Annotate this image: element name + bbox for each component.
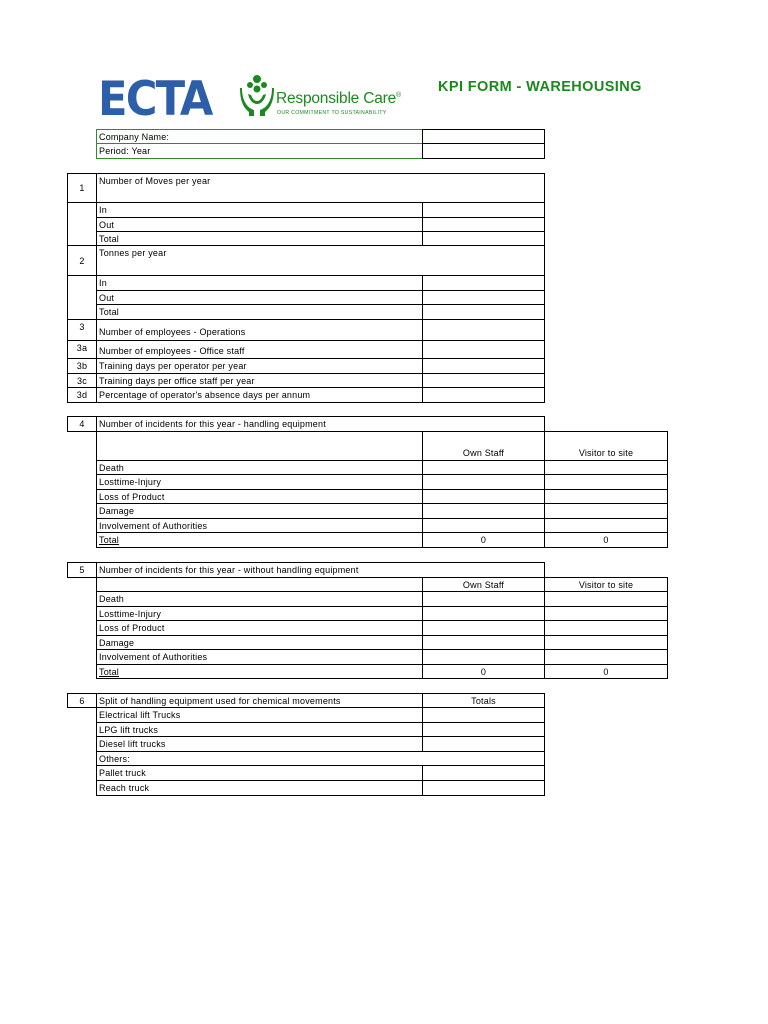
incident-visitor-field[interactable] [544,620,668,636]
section-number: 3c [67,373,97,388]
row-label: Losttime-Injury [96,606,423,621]
section-number: 4 [67,416,97,432]
equipment-total-field[interactable] [422,707,545,723]
employees-office-field[interactable] [422,340,545,359]
moves-out-field[interactable] [422,217,545,232]
moves-total-field[interactable] [422,231,545,246]
total-visitor-value: 0 [544,664,668,679]
section-number: 3 [67,319,97,341]
row-label: Loss of Product [96,620,423,636]
row-label: Pallet truck [96,765,423,781]
incident-own-field[interactable] [422,474,545,490]
period-label: Period: Year [96,143,423,159]
incident-own-field[interactable] [422,649,545,665]
training-operator-field[interactable] [422,358,545,374]
section-title: Tonnes per year [96,245,545,276]
row-label: Total [96,231,423,246]
moves-in-field[interactable] [422,202,545,218]
row-label: Reach truck [96,780,423,796]
section-title: Number of incidents for this year - without handling equipment [96,562,545,578]
incident-visitor-field[interactable] [544,649,668,665]
section-title: Number of incidents for this year - handling equipment [96,416,545,432]
column-header-visitor: Visitor to site [544,577,668,592]
column-header-own-staff: Own Staff [422,431,545,461]
page-title: KPI FORM - WAREHOUSING [438,79,642,95]
incident-own-field[interactable] [422,460,545,475]
period-field[interactable] [422,143,545,159]
total-label: Total [96,664,423,679]
row-label: Others: [96,751,545,766]
section-title: Number of Moves per year [96,173,545,203]
absence-percentage-field[interactable] [422,387,545,403]
incident-own-field[interactable] [422,518,545,533]
section-number: 3b [67,358,97,374]
row-label: Out [96,217,423,232]
total-label: Total [96,532,423,548]
row-label: In [96,275,423,291]
incident-visitor-field[interactable] [544,474,668,490]
incident-visitor-field[interactable] [544,503,668,519]
row-label: Training days per operator per year [96,358,423,374]
row-label: Involvement of Authorities [96,518,423,533]
tonnes-total-field[interactable] [422,304,545,320]
equipment-total-field[interactable] [422,722,545,737]
section-number: 1 [67,173,97,203]
column-header-own-staff: Own Staff [422,577,545,592]
section-number: 3a [67,340,97,359]
table-header-blank [96,577,423,592]
incident-visitor-field[interactable] [544,635,668,650]
section-number: 5 [67,562,97,578]
incident-visitor-field[interactable] [544,606,668,621]
incident-own-field[interactable] [422,503,545,519]
tonnes-in-field[interactable] [422,275,545,291]
row-label: Losttime-Injury [96,474,423,490]
company-name-field[interactable] [422,129,545,144]
incident-visitor-field[interactable] [544,460,668,475]
total-own-value: 0 [422,664,545,679]
section-number: 2 [67,245,97,276]
row-label: Damage [96,635,423,650]
row-label: Death [96,591,423,607]
tonnes-out-field[interactable] [422,290,545,305]
incident-own-field[interactable] [422,606,545,621]
incident-own-field[interactable] [422,489,545,504]
row-label: Involvement of Authorities [96,649,423,665]
row-label: Loss of Product [96,489,423,504]
table-header-blank [96,431,423,461]
row-label: Number of employees - Operations [96,319,423,341]
section-title: Split of handling equipment used for chemical movements [96,693,423,708]
responsible-care-tagline: OUR COMMITMENT TO SUSTAINABILITY [277,110,387,116]
row-label: Electrical lift Trucks [96,707,423,723]
section-number-spacer [67,202,97,246]
total-own-value: 0 [422,532,545,548]
incident-visitor-field[interactable] [544,489,668,504]
row-label: Percentage of operator's absence days per annum [96,387,423,403]
company-name-label: Company Name: [96,129,423,144]
total-visitor-value: 0 [544,532,668,548]
row-label: LPG lift trucks [96,722,423,737]
equipment-total-field[interactable] [422,736,545,752]
incident-visitor-field[interactable] [544,518,668,533]
responsible-care-hands-icon [240,74,274,118]
responsible-care-logo-text: Responsible Care® [276,90,401,107]
training-office-field[interactable] [422,373,545,388]
equipment-total-field[interactable] [422,780,545,796]
row-label: Out [96,290,423,305]
row-label: Total [96,304,423,320]
column-header-visitor: Visitor to site [544,431,668,461]
row-label: Death [96,460,423,475]
row-label: Diesel lift trucks [96,736,423,752]
section-number: 3d [67,387,97,403]
incident-own-field[interactable] [422,635,545,650]
employees-operations-field[interactable] [422,319,545,341]
section-number: 6 [67,693,97,708]
row-label: Training days per office staff per year [96,373,423,388]
row-label: Number of employees - Office staff [96,340,423,359]
row-label: Damage [96,503,423,519]
incident-own-field[interactable] [422,620,545,636]
equipment-total-field[interactable] [422,765,545,781]
section-number-spacer [67,275,97,320]
incident-own-field[interactable] [422,591,545,607]
row-label: In [96,202,423,218]
column-header-totals: Totals [422,693,545,708]
incident-visitor-field[interactable] [544,591,668,607]
ecta-logo: ECTA [98,72,212,127]
